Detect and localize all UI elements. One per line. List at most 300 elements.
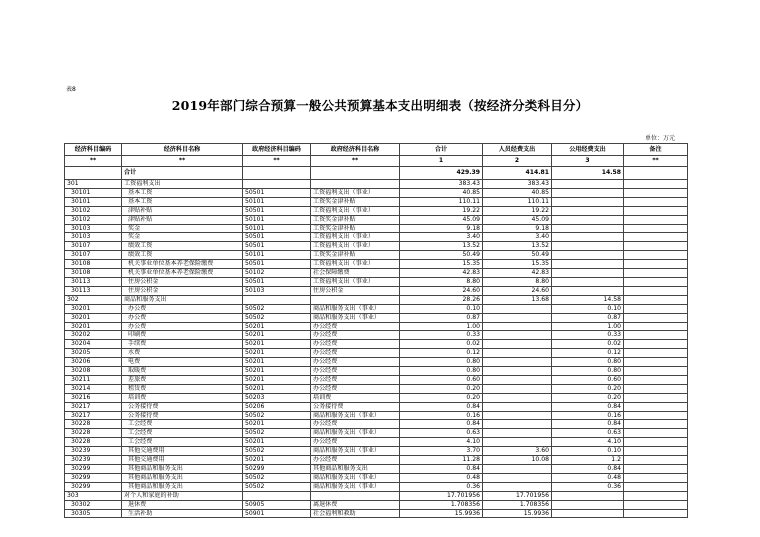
row-public [552, 180, 624, 189]
row-public [552, 188, 624, 197]
table-row [65, 491, 688, 500]
row-gov-name: 工资福利支出（事业） [311, 242, 400, 251]
row-code: 30102 [65, 215, 122, 224]
row-gov-code: 50502 [243, 411, 311, 420]
row-total: 110.11 [400, 197, 483, 206]
row-personnel: 3.60 [483, 447, 552, 456]
row-code: 30208 [65, 367, 122, 376]
row-gov-code: 50101 [243, 215, 311, 224]
row-gov-code: 50201 [243, 384, 311, 393]
row-public: 0.10 [552, 447, 624, 456]
row-total: 0.48 [400, 473, 483, 482]
row-public: 1.2 [552, 456, 624, 465]
row-name: 生活补助 [122, 509, 243, 518]
total-gcode [243, 167, 311, 180]
row-gov-code: 50502 [243, 447, 311, 456]
row-note [624, 411, 688, 420]
row-code: 30201 [65, 322, 122, 331]
row-total: 42.83 [400, 269, 483, 278]
row-name: 办公费 [122, 313, 243, 322]
row-note [624, 447, 688, 456]
row-gov-name: 商品和服务支出（事业） [311, 447, 400, 456]
row-note [624, 260, 688, 269]
table-row [65, 473, 688, 482]
table-row [65, 411, 688, 420]
row-personnel [483, 304, 552, 313]
row-public: 0.36 [552, 482, 624, 491]
row-name: 手续费 [122, 340, 243, 349]
row-total: 1.00 [400, 322, 483, 331]
row-personnel [483, 411, 552, 420]
row-gov-name: 商品和服务支出（事业） [311, 473, 400, 482]
row-total: 383.43 [400, 180, 483, 189]
row-total: 15.35 [400, 260, 483, 269]
row-code: 30206 [65, 358, 122, 367]
table-row [65, 251, 688, 260]
row-code: 30101 [65, 197, 122, 206]
header-cell: 人员经费支出 [483, 144, 552, 156]
row-public: 0.48 [552, 473, 624, 482]
row-gov-code: 50501 [243, 260, 311, 269]
row-code: 30201 [65, 313, 122, 322]
row-total: 0.12 [400, 349, 483, 358]
row-gov-code: 50101 [243, 251, 311, 260]
table-row [65, 358, 688, 367]
row-code: 30205 [65, 349, 122, 358]
table-row [65, 393, 688, 402]
row-personnel [483, 331, 552, 340]
row-total: 50.49 [400, 251, 483, 260]
row-code: 30214 [65, 384, 122, 393]
row-note [624, 358, 688, 367]
row-gov-name: 工资奖金津补贴 [311, 251, 400, 260]
row-code: 30201 [65, 304, 122, 313]
row-note [624, 465, 688, 474]
budget-table [64, 143, 688, 518]
row-gov-name: 商品和服务支出（事业） [311, 411, 400, 420]
row-code: 30299 [65, 482, 122, 491]
table-row [65, 384, 688, 393]
table-row [65, 482, 688, 491]
row-name: 津贴补贴 [122, 206, 243, 215]
row-gov-name: 离退休费 [311, 500, 400, 509]
row-code: 30101 [65, 188, 122, 197]
header-cell: 备注 [624, 144, 688, 156]
row-name: 退休费 [122, 500, 243, 509]
row-gov-name: 办公经费 [311, 420, 400, 429]
row-total: 11.28 [400, 456, 483, 465]
header-cell: 经济科目编码 [65, 144, 122, 156]
row-gov-code: 50201 [243, 349, 311, 358]
row-name: 工会经费 [122, 420, 243, 429]
table-row [65, 295, 688, 304]
row-public: 0.87 [552, 313, 624, 322]
row-note [624, 331, 688, 340]
marker-cell: 2 [483, 156, 552, 167]
row-name: 其他商品和服务支出 [122, 465, 243, 474]
row-gov-code [243, 491, 311, 500]
row-note [624, 313, 688, 322]
row-public: 0.02 [552, 340, 624, 349]
row-public: 0.80 [552, 367, 624, 376]
row-note [624, 269, 688, 278]
row-total: 17.701956 [400, 491, 483, 500]
row-name: 其他交通费用 [122, 456, 243, 465]
row-total: 0.16 [400, 411, 483, 420]
row-gov-code: 50201 [243, 340, 311, 349]
row-gov-name: 工资奖金津补贴 [311, 215, 400, 224]
table-row [65, 233, 688, 242]
row-name: 津贴补贴 [122, 215, 243, 224]
row-code: 30228 [65, 429, 122, 438]
row-personnel [483, 465, 552, 474]
row-personnel: 45.09 [483, 215, 552, 224]
row-code: 303 [65, 491, 122, 500]
row-name: 电费 [122, 358, 243, 367]
row-name: 办公费 [122, 322, 243, 331]
row-personnel [483, 340, 552, 349]
row-gov-name: 办公经费 [311, 358, 400, 367]
table-row [65, 331, 688, 340]
row-total: 8.80 [400, 277, 483, 286]
row-gov-name: 工资奖金津补贴 [311, 197, 400, 206]
row-gov-code: 50501 [243, 277, 311, 286]
row-gov-name: 工资奖金津补贴 [311, 224, 400, 233]
row-personnel [483, 375, 552, 384]
row-code: 30108 [65, 260, 122, 269]
row-code: 30239 [65, 456, 122, 465]
table-row [65, 260, 688, 269]
row-code: 30204 [65, 340, 122, 349]
row-note [624, 233, 688, 242]
row-total: 0.20 [400, 393, 483, 402]
row-gov-name: 住房公积金 [311, 286, 400, 295]
table-row [65, 224, 688, 233]
row-note [624, 420, 688, 429]
row-gov-code: 50101 [243, 224, 311, 233]
row-code: 30202 [65, 331, 122, 340]
row-gov-name: 商品和服务支出（事业） [311, 313, 400, 322]
row-gov-code: 50502 [243, 429, 311, 438]
table-row [65, 447, 688, 456]
unit-label: 单位：万元 [644, 135, 675, 142]
row-public [552, 242, 624, 251]
row-public [552, 491, 624, 500]
row-gov-name: 办公经费 [311, 384, 400, 393]
row-name: 工会经费 [122, 429, 243, 438]
header-cell: 政府经济科目编码 [243, 144, 311, 156]
row-personnel [483, 482, 552, 491]
table-row [65, 349, 688, 358]
row-gov-name: 工资福利支出（事业） [311, 188, 400, 197]
row-code: 30113 [65, 286, 122, 295]
row-public [552, 224, 624, 233]
row-personnel: 15.35 [483, 260, 552, 269]
row-gov-name: 商品和服务支出（事业） [311, 304, 400, 313]
page-label: 表8 [66, 86, 76, 93]
row-gov-code: 50201 [243, 438, 311, 447]
row-code: 30217 [65, 402, 122, 411]
row-total: 28.26 [400, 295, 483, 304]
row-note [624, 197, 688, 206]
row-gov-code: 50502 [243, 482, 311, 491]
row-gov-name: 工资福利支出（事业） [311, 277, 400, 286]
header-row [65, 144, 688, 156]
table-row [65, 500, 688, 509]
row-public: 0.84 [552, 402, 624, 411]
row-public: 0.80 [552, 358, 624, 367]
row-personnel [483, 402, 552, 411]
row-note [624, 286, 688, 295]
row-personnel [483, 438, 552, 447]
row-code: 30113 [65, 277, 122, 286]
row-total: 3.70 [400, 447, 483, 456]
row-gov-name: 公务接待费 [311, 402, 400, 411]
row-name: 取暖费 [122, 367, 243, 376]
row-personnel: 13.52 [483, 242, 552, 251]
row-note [624, 251, 688, 260]
row-gov-code: 50102 [243, 269, 311, 278]
row-gov-code: 50103 [243, 286, 311, 295]
row-public [552, 269, 624, 278]
row-gov-code: 50501 [243, 242, 311, 251]
row-gov-name [311, 180, 400, 189]
row-personnel [483, 473, 552, 482]
row-note [624, 180, 688, 189]
row-total: 15.9936 [400, 509, 483, 518]
row-public [552, 197, 624, 206]
table-row [65, 286, 688, 295]
row-gov-code: 50201 [243, 456, 311, 465]
row-code: 30217 [65, 411, 122, 420]
row-personnel [483, 313, 552, 322]
row-note [624, 429, 688, 438]
row-code: 302 [65, 295, 122, 304]
row-name: 机关事业单位基本养老保险缴费 [122, 260, 243, 269]
row-code: 30108 [65, 269, 122, 278]
row-personnel: 110.11 [483, 197, 552, 206]
total-note [624, 167, 688, 180]
row-public [552, 206, 624, 215]
table-row [65, 509, 688, 518]
table-row [65, 420, 688, 429]
row-gov-code: 50501 [243, 233, 311, 242]
row-total: 9.18 [400, 224, 483, 233]
table-row [65, 277, 688, 286]
row-total: 13.52 [400, 242, 483, 251]
table-row [65, 429, 688, 438]
row-note [624, 322, 688, 331]
header-cell: 合计 [400, 144, 483, 156]
row-personnel [483, 322, 552, 331]
row-gov-name: 办公经费 [311, 340, 400, 349]
table-row [65, 197, 688, 206]
table-row [65, 215, 688, 224]
marker-cell: ** [624, 156, 688, 167]
row-gov-code: 50101 [243, 197, 311, 206]
row-total: 0.63 [400, 429, 483, 438]
row-gov-name: 培训费 [311, 393, 400, 402]
row-personnel [483, 384, 552, 393]
row-note [624, 188, 688, 197]
row-name: 差旅费 [122, 375, 243, 384]
table-row [65, 322, 688, 331]
total-personnel: 414.81 [483, 167, 552, 180]
row-public: 0.10 [552, 304, 624, 313]
row-personnel [483, 393, 552, 402]
row-gov-code: 50502 [243, 304, 311, 313]
row-code: 30228 [65, 420, 122, 429]
total-label: 合计 [122, 167, 243, 180]
row-code: 30239 [65, 447, 122, 456]
row-gov-name [311, 491, 400, 500]
row-gov-name: 其他商品和服务支出 [311, 465, 400, 474]
row-public [552, 277, 624, 286]
row-public: 0.12 [552, 349, 624, 358]
row-gov-name [311, 295, 400, 304]
row-public: 14.58 [552, 295, 624, 304]
row-personnel: 40.85 [483, 188, 552, 197]
row-public [552, 509, 624, 518]
row-note [624, 304, 688, 313]
table-row [65, 438, 688, 447]
total-sum: 429.39 [400, 167, 483, 180]
row-code: 30299 [65, 473, 122, 482]
row-total: 0.36 [400, 482, 483, 491]
table-row [65, 180, 688, 189]
row-note [624, 375, 688, 384]
row-note [624, 242, 688, 251]
row-note [624, 456, 688, 465]
total-gname [311, 167, 400, 180]
row-gov-code: 50502 [243, 313, 311, 322]
row-note [624, 384, 688, 393]
row-total: 0.80 [400, 358, 483, 367]
row-personnel [483, 429, 552, 438]
row-gov-name: 办公经费 [311, 367, 400, 376]
marker-cell: 3 [552, 156, 624, 167]
row-public: 1.00 [552, 322, 624, 331]
row-gov-name: 工资福利支出（事业） [311, 206, 400, 215]
total-public: 14.58 [552, 167, 624, 180]
row-note [624, 206, 688, 215]
row-code: 30299 [65, 465, 122, 474]
row-gov-code: 50901 [243, 509, 311, 518]
row-personnel: 9.18 [483, 224, 552, 233]
row-public [552, 233, 624, 242]
row-total: 0.20 [400, 384, 483, 393]
row-personnel: 17.701956 [483, 491, 552, 500]
row-note [624, 215, 688, 224]
row-gov-name: 商品和服务支出（事业） [311, 482, 400, 491]
row-code: 30305 [65, 509, 122, 518]
row-code: 30103 [65, 233, 122, 242]
row-public: 0.20 [552, 393, 624, 402]
row-gov-code: 50299 [243, 465, 311, 474]
row-note [624, 500, 688, 509]
row-personnel: 13.68 [483, 295, 552, 304]
row-name: 住房公积金 [122, 277, 243, 286]
row-public: 0.84 [552, 420, 624, 429]
table-row [65, 206, 688, 215]
row-gov-name: 社会福利和救助 [311, 509, 400, 518]
row-gov-name: 办公经费 [311, 349, 400, 358]
row-personnel: 15.9936 [483, 509, 552, 518]
marker-cell: ** [122, 156, 243, 167]
row-gov-name: 工资福利支出（事业） [311, 260, 400, 269]
row-gov-code: 50502 [243, 473, 311, 482]
row-gov-name: 办公经费 [311, 322, 400, 331]
row-gov-code: 50905 [243, 500, 311, 509]
row-code: 30103 [65, 224, 122, 233]
row-name: 其他商品和服务支出 [122, 482, 243, 491]
row-public: 0.16 [552, 411, 624, 420]
row-name: 印刷费 [122, 331, 243, 340]
marker-cell: ** [243, 156, 311, 167]
row-note [624, 402, 688, 411]
row-total: 0.87 [400, 313, 483, 322]
row-name: 其他商品和服务支出 [122, 473, 243, 482]
row-name: 其他交通费用 [122, 447, 243, 456]
row-public: 0.20 [552, 384, 624, 393]
row-total: 40.85 [400, 188, 483, 197]
row-note [624, 277, 688, 286]
row-name: 奖金 [122, 233, 243, 242]
row-note [624, 349, 688, 358]
row-gov-code: 50203 [243, 393, 311, 402]
row-note [624, 367, 688, 376]
row-note [624, 393, 688, 402]
total-code [65, 167, 122, 180]
row-gov-code: 50201 [243, 322, 311, 331]
row-public [552, 251, 624, 260]
row-personnel: 24.60 [483, 286, 552, 295]
table-row [65, 465, 688, 474]
row-personnel: 383.43 [483, 180, 552, 189]
table-row [65, 304, 688, 313]
row-public: 0.84 [552, 465, 624, 474]
row-gov-code: 50501 [243, 206, 311, 215]
marker-row [65, 156, 688, 167]
row-gov-name: 办公经费 [311, 456, 400, 465]
row-gov-code: 50201 [243, 375, 311, 384]
row-public [552, 215, 624, 224]
row-public: 4.10 [552, 438, 624, 447]
row-public: 0.60 [552, 375, 624, 384]
table-row [65, 242, 688, 251]
row-personnel: 3.40 [483, 233, 552, 242]
row-code: 30228 [65, 438, 122, 447]
row-name: 水费 [122, 349, 243, 358]
row-note [624, 491, 688, 500]
row-name: 租赁费 [122, 384, 243, 393]
table-row [65, 402, 688, 411]
row-gov-code: 50501 [243, 188, 311, 197]
table-row [65, 188, 688, 197]
row-total: 0.10 [400, 304, 483, 313]
table-row [65, 367, 688, 376]
row-note [624, 295, 688, 304]
row-personnel: 8.80 [483, 277, 552, 286]
row-personnel [483, 349, 552, 358]
row-name: 基本工资 [122, 188, 243, 197]
row-code: 30107 [65, 242, 122, 251]
row-note [624, 340, 688, 349]
row-note [624, 482, 688, 491]
row-name: 绩效工资 [122, 242, 243, 251]
row-personnel: 50.49 [483, 251, 552, 260]
row-name: 机关事业单位基本养老保险缴费 [122, 269, 243, 278]
